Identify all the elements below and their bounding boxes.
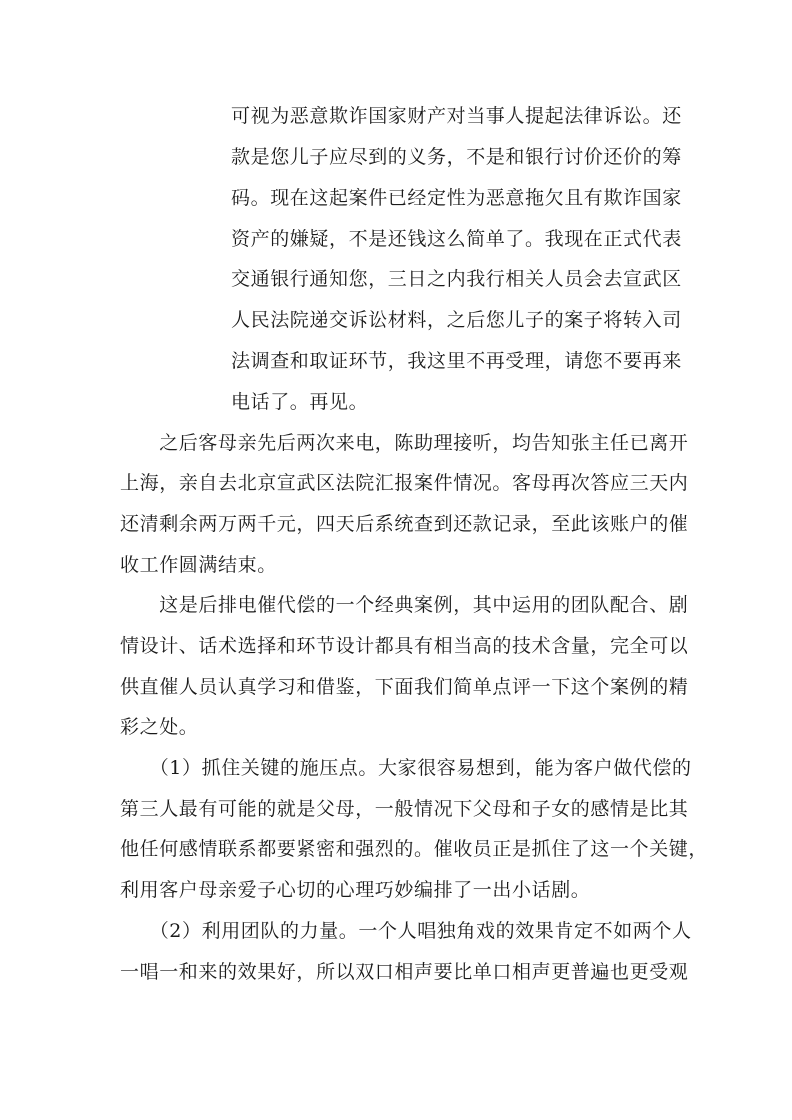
quote-line: 码。现在这起案件已经定性为恶意拖欠且有欺诈国家 — [231, 187, 682, 209]
paragraph-line: 收工作圆满结束。 — [120, 554, 277, 576]
paragraph-line: （2）利用团队的力量。一个人唱独角戏的效果肯定不如两个人 — [120, 920, 692, 942]
paragraph-line: （1）抓住关键的施压点。大家很容易想到，能为客户做代偿的 — [120, 757, 692, 779]
paragraph-line: 一唱一和来的效果好，所以双口相声要比单口相声更普遍也更受观 — [120, 961, 689, 983]
quote-line: 资产的嫌疑，不是还钱这么简单了。我现在正式代表 — [231, 228, 682, 250]
quote-line: 款是您儿子应尽到的义务，不是和银行讨价还价的筹 — [231, 146, 682, 168]
paragraph-line: 利用客户母亲爱子心切的心理巧妙编排了一出小话剧。 — [120, 879, 591, 901]
paragraph-line: 第三人最有可能的就是父母，一般情况下父母和子女的感情是比其 — [120, 798, 689, 820]
paragraph-line: 上海，亲自去北京宣武区法院汇报案件情况。客母再次答应三天内 — [120, 472, 689, 494]
quote-line: 电话了。再见。 — [231, 391, 369, 413]
quote-line: 可视为恶意欺诈国家财产对当事人提起法律诉讼。还 — [231, 105, 682, 127]
paragraph-line: 还清剩余两万两千元，四天后系统查到还款记录，至此该账户的催 — [120, 513, 689, 535]
quote-line: 交通银行通知您，三日之内我行相关人员会去宣武区 — [231, 268, 682, 290]
paragraph-line: 他任何感情联系都要紧密和强烈的。催收员正是抓住了这一个关键， — [120, 838, 709, 860]
paragraph-line: 彩之处。 — [120, 716, 199, 738]
paragraph-line: 之后客母亲先后两次来电，陈助理接听，均告知张主任已离开 — [120, 432, 689, 454]
paragraph-line: 这是后排电催代偿的一个经典案例，其中运用的团队配合、剧 — [120, 594, 689, 616]
quote-line: 人民法院递交诉讼材料，之后您儿子的案子将转入司 — [231, 309, 682, 331]
quote-line: 法调查和取证环节，我这里不再受理，请您不要再来 — [231, 350, 682, 372]
paragraph-line: 情设计、话术选择和环节设计都具有相当高的技术含量，完全可以 — [120, 635, 689, 657]
paragraph-line: 供直催人员认真学习和借鉴，下面我们简单点评一下这个案例的精 — [120, 676, 689, 698]
